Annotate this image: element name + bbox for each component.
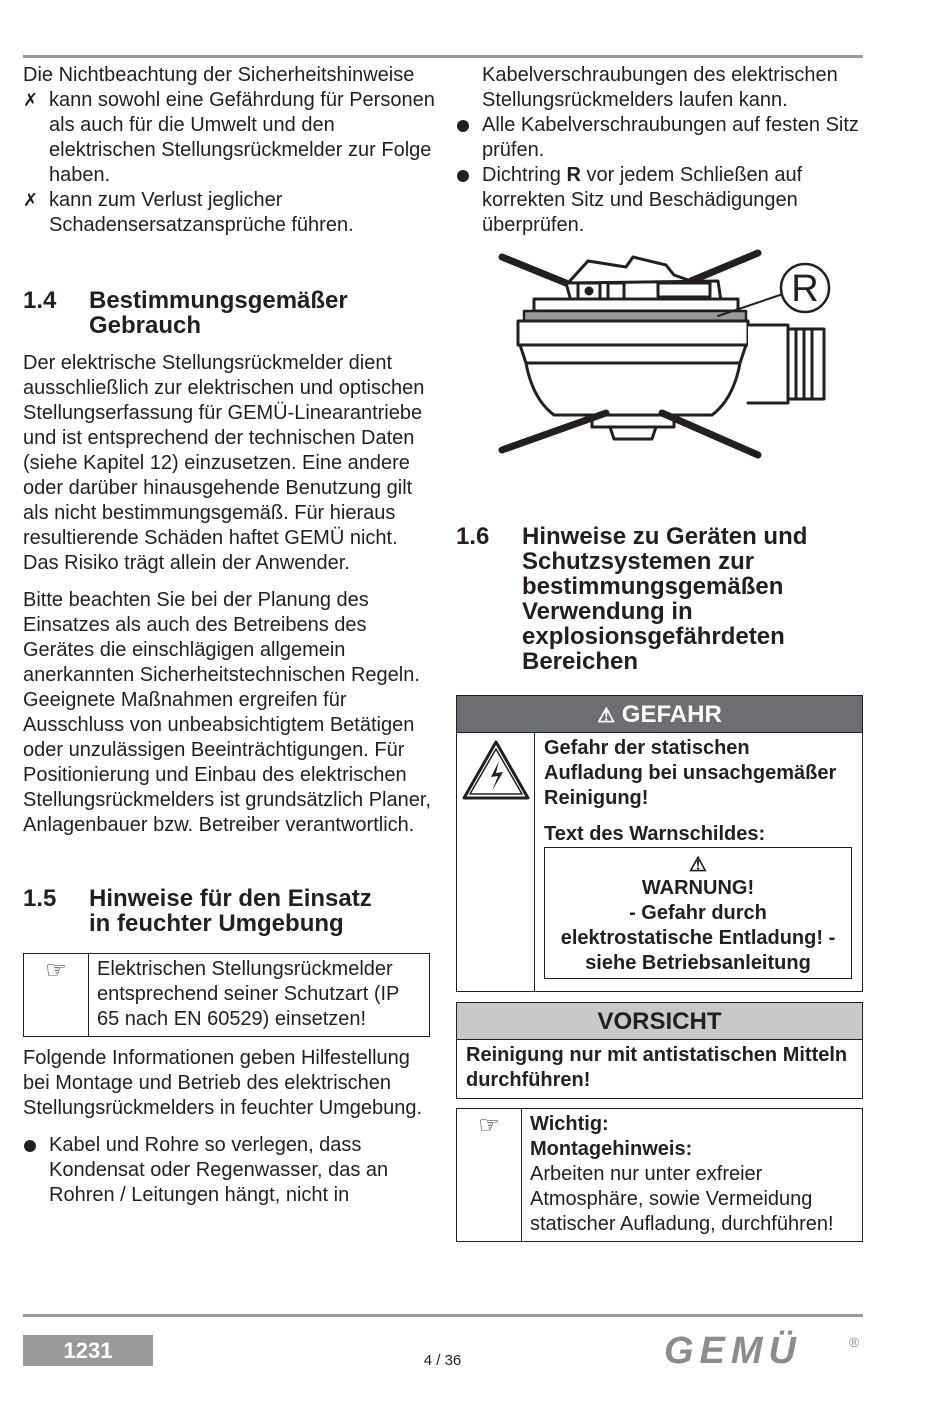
caution-header: VORSICHT: [457, 1003, 862, 1040]
important-label: Wichtig:: [530, 1113, 609, 1135]
list-item: Alle Kabelverschraubungen auf festen Sitz prüfen.: [456, 113, 864, 163]
seal-ring-label: R: [791, 268, 819, 310]
caution-text: Reinigung nur mit antistatischen Mitteln durchführen!: [466, 1044, 848, 1091]
intro-text: Die Nichtbeachtung der Sicherheitshinweise: [23, 64, 415, 86]
top-rule: [23, 55, 863, 58]
left-column: [23, 63, 435, 1208]
list-item: ✗ kann zum Verlust jeglicher Schadensersatzansprüche führen.: [23, 189, 354, 236]
section-1-5-heading: 1.5 Hinweise für den Einsatz in feuchter Umgebung: [23, 885, 372, 937]
warning-triangle-icon: ⚠: [689, 854, 707, 876]
x-mark-icon: ✗: [23, 190, 39, 210]
sign-label: Text des Warnschildes:: [544, 823, 766, 845]
section-1-4-paragraph-1: Der elektrische Stellungsrückmelder dient ausschließlich zur elektrischen und optischen Stellungserfassung für GEMÜ-Linearantriebe und ist entsprechend der technischen Daten (siehe Kapitel 12) einzusetzen. Eine andere oder darüber hinausgehende Benutzung gilt als nicht bestimmungsgemäß. Für hieraus resultierende Schäden haftet GEMÜ nicht. Das Risiko trägt allein der Anwender.: [23, 352, 425, 574]
sign-line: siehe Betriebsanleitung: [585, 952, 811, 974]
note-box-protection: [23, 953, 430, 1037]
sign-line: elektrostatische Entladung! -: [560, 927, 836, 949]
bullet-icon: [457, 120, 469, 132]
section-1-6-heading: 1.6 Hinweise zu Geräten und Schutzsystemen zur bestimmungsgemäßen Verwendung in explosionsgefährdeten Bereichen: [456, 523, 808, 675]
footer-rule: [23, 1314, 863, 1317]
note-text: Elektrischen Stellungsrückmelder entsprechend seiner Schutzart (IP 65 nach EN 60529) einsetzen!: [97, 958, 400, 1030]
caution-box: [456, 1002, 863, 1099]
sign-line: - Gefahr durch: [629, 902, 767, 924]
x-mark-icon: ✗: [23, 90, 39, 110]
section-1-5-paragraph: Folgende Informationen geben Hilfestellung bei Montage und Betrieb des elektrischen Stellungsrückmelders in feuchter Umgebung.: [23, 1047, 423, 1119]
danger-box: [456, 695, 863, 992]
warning-sign: [544, 847, 852, 979]
high-voltage-icon: [457, 733, 535, 991]
brand-logo: GEMÜ: [664, 1330, 802, 1372]
section-1-4-heading: 1.4 Bestimmungsgemäßer Gebrauch: [23, 287, 348, 339]
list-item: Dichtring R vor jedem Schließen auf korrekten Sitz und Beschädigungen überprüfen.: [456, 163, 864, 238]
bullet-icon: [457, 170, 469, 182]
important-text: Arbeiten nur unter exfreier Atmosphäre, sowie Vermeidung statischer Aufladung, durchführen!: [530, 1163, 834, 1235]
warning-triangle-icon: ⚠: [597, 705, 616, 727]
page-number: 4 / 36: [423, 1352, 462, 1369]
intro-list: [23, 88, 435, 238]
sign-line: WARNUNG!: [641, 877, 755, 899]
pointing-hand-icon: ☞: [24, 954, 89, 1036]
important-box: [456, 1108, 863, 1242]
right-column: [456, 63, 864, 238]
bullet-icon: [24, 1140, 36, 1152]
danger-title: Gefahr der statischen Aufladung bei unsachgemäßer Reinigung!: [544, 737, 837, 809]
seal-ring-figure: [496, 245, 856, 475]
list-item: Kabel und Rohre so verlegen, dass Kondensat oder Regenwasser, das an Rohren / Leitungen hängt, nicht in: [23, 1133, 435, 1208]
danger-header: ⚠ GEFAHR: [457, 696, 862, 733]
humidity-list: [23, 1133, 435, 1208]
registered-mark: ®: [849, 1334, 860, 1350]
list-item: ✗ kann sowohl eine Gefährdung für Personen als auch für die Umwelt und den elektrischen Stellungsrückmelder zur Folge haben.: [23, 89, 435, 186]
doc-number-badge: 1231: [23, 1335, 153, 1366]
continued-text: Kabelverschraubungen des elektrischen Stellungsrückmelders laufen kann.: [482, 64, 838, 111]
section-1-4-paragraph-2: Bitte beachten Sie bei der Planung des Einsatzes als auch des Betreibens des Gerätes die einschlägigen allgemein anerkannten Sicherheitstechnischen Regeln. Geeignete Maßnahmen ergreifen für Ausschluss von unbeabsichtigtem Betätigen oder unzulässigen Beeinträchtigungen. Für Positionierung und Einbau des elektrischen Stellungsrückmelders ist grundsätzlich Planer, Anlagenbauer bzw. Betreiber verantwortlich.: [23, 589, 431, 836]
humidity-list-continued: [456, 113, 864, 238]
important-subtitle: Montagehinweis:: [530, 1138, 693, 1160]
right-column-lower: [456, 524, 864, 1242]
pointing-hand-icon: ☞: [457, 1109, 522, 1241]
